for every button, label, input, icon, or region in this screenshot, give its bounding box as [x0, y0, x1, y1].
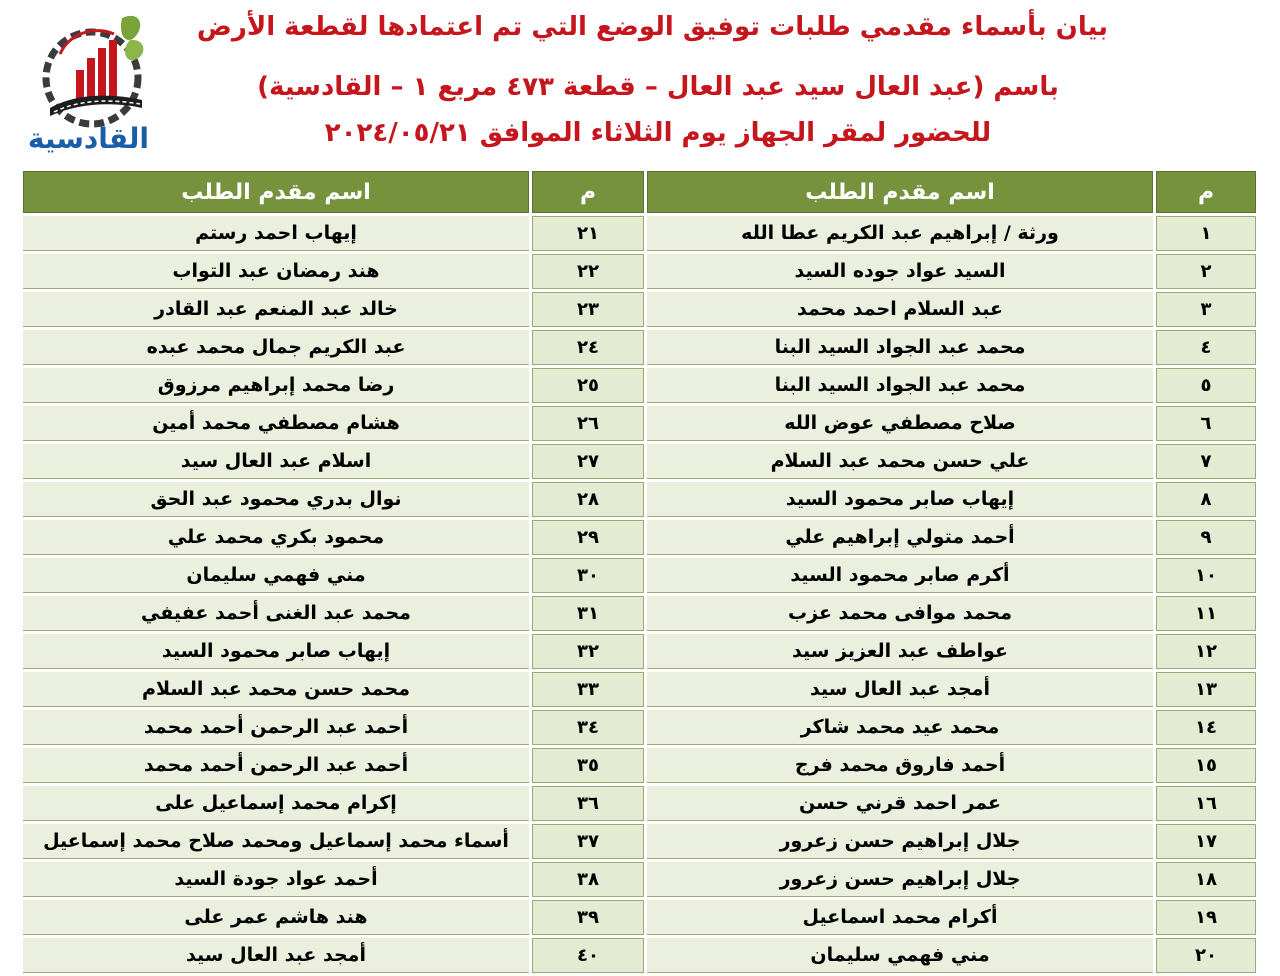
- row-number-left: ٣٣: [532, 672, 644, 707]
- row-number-right: ٢: [1156, 254, 1256, 289]
- row-number-left: ٣١: [532, 596, 644, 631]
- applicant-name-right: محمد عيد محمد شاكر: [647, 710, 1153, 745]
- applicant-name-left: أسماء محمد إسماعيل ومحمد صلاح محمد إسماعيل: [23, 824, 529, 859]
- applicant-name-right: أحمد متولي إبراهيم علي: [647, 520, 1153, 555]
- row-number-right: ٥: [1156, 368, 1256, 403]
- table-row: [23, 862, 1256, 897]
- applicant-name-left: محمود بكري محمد علي: [23, 520, 529, 555]
- header-number-2: م: [532, 171, 644, 213]
- row-number-right: ١٠: [1156, 558, 1256, 593]
- applicant-name-left: مني فهمي سليمان: [23, 558, 529, 593]
- table-row: [23, 482, 1256, 517]
- row-number-left: ٣٦: [532, 786, 644, 821]
- row-number-left: ٣٠: [532, 558, 644, 593]
- applicant-name-left: أحمد عبد الرحمن أحمد محمد: [23, 710, 529, 745]
- applicant-name-right: السيد عواد جوده السيد: [647, 254, 1153, 289]
- row-number-right: ٦: [1156, 406, 1256, 441]
- applicant-name-right: ورثة / إبراهيم عبد الكريم عطا الله: [647, 216, 1153, 251]
- applicant-name-right: محمد موافى محمد عزب: [647, 596, 1153, 631]
- row-number-right: ١٧: [1156, 824, 1256, 859]
- applicants-table: [20, 168, 1259, 976]
- table-row: [23, 824, 1256, 859]
- row-number-left: ٣٤: [532, 710, 644, 745]
- applicant-name-left: اسلام عبد العال سيد: [23, 444, 529, 479]
- applicant-name-right: عبد السلام احمد محمد: [647, 292, 1153, 327]
- applicant-name-left: عبد الكريم جمال محمد عبده: [23, 330, 529, 365]
- row-number-left: ٢٤: [532, 330, 644, 365]
- applicant-name-left: أحمد عواد جودة السيد: [23, 862, 529, 897]
- table-row: [23, 520, 1256, 555]
- row-number-right: ١٦: [1156, 786, 1256, 821]
- applicant-name-right: أمجد عبد العال سيد: [647, 672, 1153, 707]
- table-row: [23, 444, 1256, 479]
- row-number-left: ٢٦: [532, 406, 644, 441]
- table-row: [23, 900, 1256, 935]
- applicant-name-left: محمد عبد الغنى أحمد عفيفي: [23, 596, 529, 631]
- table-row: [23, 710, 1256, 745]
- row-number-left: ٢٧: [532, 444, 644, 479]
- applicant-name-left: هند رمضان عبد التواب: [23, 254, 529, 289]
- applicant-name-right: أحمد فاروق محمد فرج: [647, 748, 1153, 783]
- applicant-name-right: عواطف عبد العزيز سيد: [647, 634, 1153, 669]
- table-row: [23, 558, 1256, 593]
- row-number-left: ٤٠: [532, 938, 644, 973]
- row-number-left: ٢٢: [532, 254, 644, 289]
- header-name-2: اسم مقدم الطلب: [23, 171, 529, 213]
- applicant-name-left: إيهاب احمد رستم: [23, 216, 529, 251]
- row-number-right: ١٢: [1156, 634, 1256, 669]
- applicant-name-left: أمجد عبد العال سيد: [23, 938, 529, 973]
- logo-text: القادسية: [27, 122, 149, 155]
- row-number-right: ١١: [1156, 596, 1256, 631]
- row-number-right: ٩: [1156, 520, 1256, 555]
- title-line-2: باسم (عبد العال سيد عبد العال – قطعة ٤٧٣ مربع ١ – القادسية): [257, 72, 1059, 102]
- table-row: [23, 292, 1256, 327]
- applicant-name-left: أحمد عبد الرحمن أحمد محمد: [23, 748, 529, 783]
- table-row: [23, 216, 1256, 251]
- applicant-name-right: جلال إبراهيم حسن زعرور: [647, 824, 1153, 859]
- row-number-right: ٤: [1156, 330, 1256, 365]
- table-row: [23, 330, 1256, 365]
- row-number-right: ١٥: [1156, 748, 1256, 783]
- table-row: [23, 368, 1256, 403]
- applicant-name-left: محمد حسن محمد عبد السلام: [23, 672, 529, 707]
- row-number-left: ٢٨: [532, 482, 644, 517]
- applicant-name-left: إيهاب صابر محمود السيد: [23, 634, 529, 669]
- applicant-name-right: محمد عبد الجواد السيد البنا: [647, 330, 1153, 365]
- row-number-right: ٢٠: [1156, 938, 1256, 973]
- table-row: [23, 786, 1256, 821]
- row-number-right: ١٩: [1156, 900, 1256, 935]
- row-number-left: ٢٩: [532, 520, 644, 555]
- row-number-left: ٣٨: [532, 862, 644, 897]
- table-row: [23, 938, 1256, 973]
- title-line-1: بيان بأسماء مقدمي طلبات توفيق الوضع التي تم اعتمادها لقطعة الأرض: [196, 12, 1108, 42]
- title-line-3: للحضور لمقر الجهاز يوم الثلاثاء الموافق ٢٠٢٤/٠٥/٢١: [324, 118, 992, 148]
- row-number-right: ١٤: [1156, 710, 1256, 745]
- table-row: [23, 254, 1256, 289]
- row-number-right: ٨: [1156, 482, 1256, 517]
- row-number-right: ١: [1156, 216, 1256, 251]
- header-name-1: اسم مقدم الطلب: [647, 171, 1153, 213]
- row-number-left: ٣٩: [532, 900, 644, 935]
- applicant-name-left: رضا محمد إبراهيم مرزوق: [23, 368, 529, 403]
- row-number-left: ٣٥: [532, 748, 644, 783]
- row-number-right: ١٨: [1156, 862, 1256, 897]
- table-row: [23, 406, 1256, 441]
- applicant-name-right: أكرم صابر محمود السيد: [647, 558, 1153, 593]
- applicant-name-right: محمد عبد الجواد السيد البنا: [647, 368, 1153, 403]
- table-row: [23, 596, 1256, 631]
- applicant-name-right: أكرام محمد اسماعيل: [647, 900, 1153, 935]
- row-number-left: ٢١: [532, 216, 644, 251]
- applicant-name-left: خالد عبد المنعم عبد القادر: [23, 292, 529, 327]
- applicant-name-left: هند هاشم عمر على: [23, 900, 529, 935]
- applicant-name-right: مني فهمي سليمان: [647, 938, 1153, 973]
- header-number-1: م: [1156, 171, 1256, 213]
- row-number-right: ٧: [1156, 444, 1256, 479]
- row-number-right: ١٣: [1156, 672, 1256, 707]
- applicant-name-right: إيهاب صابر محمود السيد: [647, 482, 1153, 517]
- applicant-name-right: عمر احمد قرني حسن: [647, 786, 1153, 821]
- applicant-name-right: صلاح مصطفي عوض الله: [647, 406, 1153, 441]
- row-number-right: ٣: [1156, 292, 1256, 327]
- row-number-left: ٣٢: [532, 634, 644, 669]
- table-row: [23, 748, 1256, 783]
- row-number-left: ٢٣: [532, 292, 644, 327]
- table-row: [23, 634, 1256, 669]
- document-header: [0, 0, 1280, 168]
- applicant-name-left: نوال بدري محمود عبد الحق: [23, 482, 529, 517]
- table-row: [23, 672, 1256, 707]
- applicant-name-left: إكرام محمد إسماعيل على: [23, 786, 529, 821]
- row-number-left: ٣٧: [532, 824, 644, 859]
- row-number-left: ٢٥: [532, 368, 644, 403]
- applicant-name-right: جلال إبراهيم حسن زعرور: [647, 862, 1153, 897]
- applicant-name-right: علي حسن محمد عبد السلام: [647, 444, 1153, 479]
- applicant-name-left: هشام مصطفي محمد أمين: [23, 406, 529, 441]
- table-header-row: [23, 171, 1256, 213]
